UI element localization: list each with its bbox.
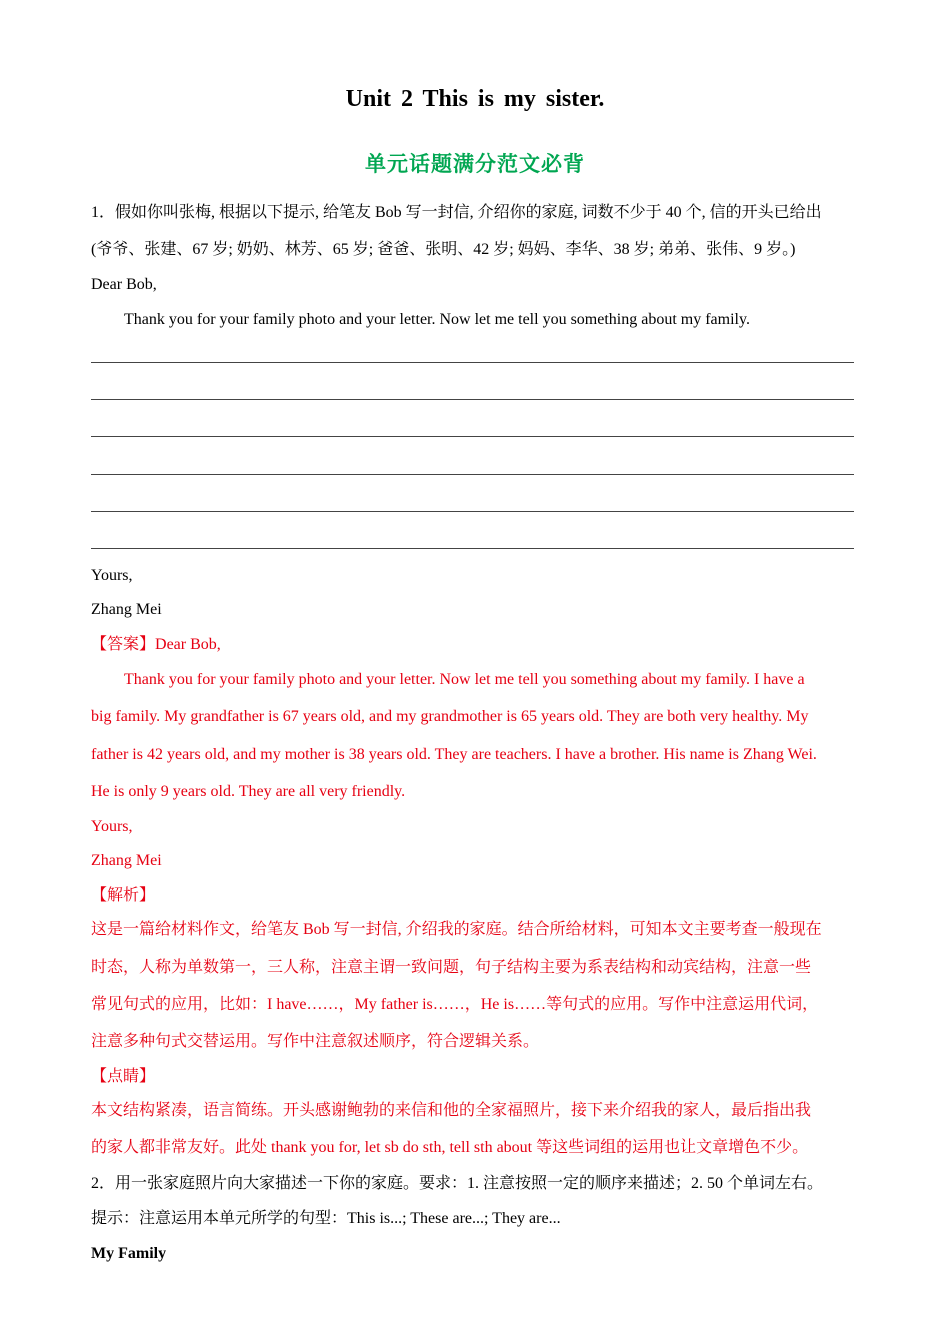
- answer-line-2: big family. My grandfather is 67 years old, and my grandmother is 65 years old. They are both very healthy. My: [91, 708, 809, 725]
- answer-line-4: He is only 9 years old. They are all very friendly.: [91, 783, 406, 800]
- answer-closing: Yours,: [91, 818, 133, 835]
- analysis-line-2: 时态，人称为单数第一，三人称，注意主谓一致问题，句子结构主要为系表结构和动宾结构，注意一些: [91, 959, 812, 976]
- answer-line-1: Thank you for your family photo and your letter. Now let me tell you something about my family. I have a: [124, 671, 805, 688]
- analysis-label: 【解析】: [91, 887, 156, 904]
- answer-heading: [91, 635, 221, 655]
- answer-line: [91, 436, 854, 437]
- comment-line-2: 的家人都非常友好。此处 thank you for, let sb do sth, tell sth about 等这些词组的运用也让文章增色不少。: [91, 1139, 809, 1156]
- q1-prompt-line-2: (爷爷、张建、67 岁; 奶奶、林芳、65 岁; 爸爸、张明、42 岁; 妈妈、李华、38 岁; 弟弟、张伟、9 岁。): [91, 241, 796, 258]
- analysis-line-3: 常见句式的应用，比如：I have……，My father is……，He is……等句式的应用。写作中注意运用代词，: [91, 996, 819, 1013]
- answer-signature: Zhang Mei: [91, 852, 162, 869]
- answer-line-3: father is 42 years old, and my mother is 38 years old. They are teachers. I have a brother. His name is Zhang Wei.: [91, 746, 817, 763]
- q1-opening: Thank you for your family photo and your letter. Now let me tell you something about my family.: [124, 311, 750, 328]
- section-subtitle: 单元话题满分范文必背: [365, 152, 585, 176]
- answer-line: [91, 474, 854, 475]
- answer-line: [91, 399, 854, 400]
- q1-prompt-line-1: 1．假如你叫张梅, 根据以下提示, 给笔友 Bob 写一封信, 介绍你的家庭, 词数不少于 40 个, 信的开头已给出: [91, 204, 822, 221]
- analysis-line-4: 注意多种句式交替运用。写作中注意叙述顺序，符合逻辑关系。: [91, 1033, 540, 1050]
- q1-closing: Yours,: [91, 567, 133, 584]
- q2-heading: My Family: [91, 1245, 167, 1262]
- q2-prompt-line-1: 2．用一张家庭照片向大家描述一下你的家庭。要求：1. 注意按照一定的顺序来描述；2. 50 个单词左右。: [91, 1175, 824, 1192]
- page-title: Unit 2 This is my sister.: [345, 86, 605, 112]
- answer-label: 【答案】: [91, 636, 156, 653]
- q1-greeting: Dear Bob,: [91, 276, 157, 293]
- answer-line: [91, 548, 854, 549]
- answer-line: [91, 362, 854, 363]
- q1-signature: Zhang Mei: [91, 601, 162, 618]
- answer-greeting: Dear Bob,: [155, 636, 221, 653]
- comment-line-1: 本文结构紧凑，语言简练。开头感谢鲍勃的来信和他的全家福照片，接下来介绍我的家人，最后指出我: [91, 1102, 812, 1119]
- analysis-line-1: 这是一篇给材料作文，给笔友 Bob 写一封信, 介绍我的家庭。结合所给材料，可知本文主要考查一般现在: [91, 921, 822, 938]
- comment-label: 【点睛】: [91, 1068, 156, 1085]
- answer-line: [91, 511, 854, 512]
- q2-prompt-line-2: 提示：注意运用本单元所学的句型：This is...; These are...; They are...: [91, 1210, 561, 1227]
